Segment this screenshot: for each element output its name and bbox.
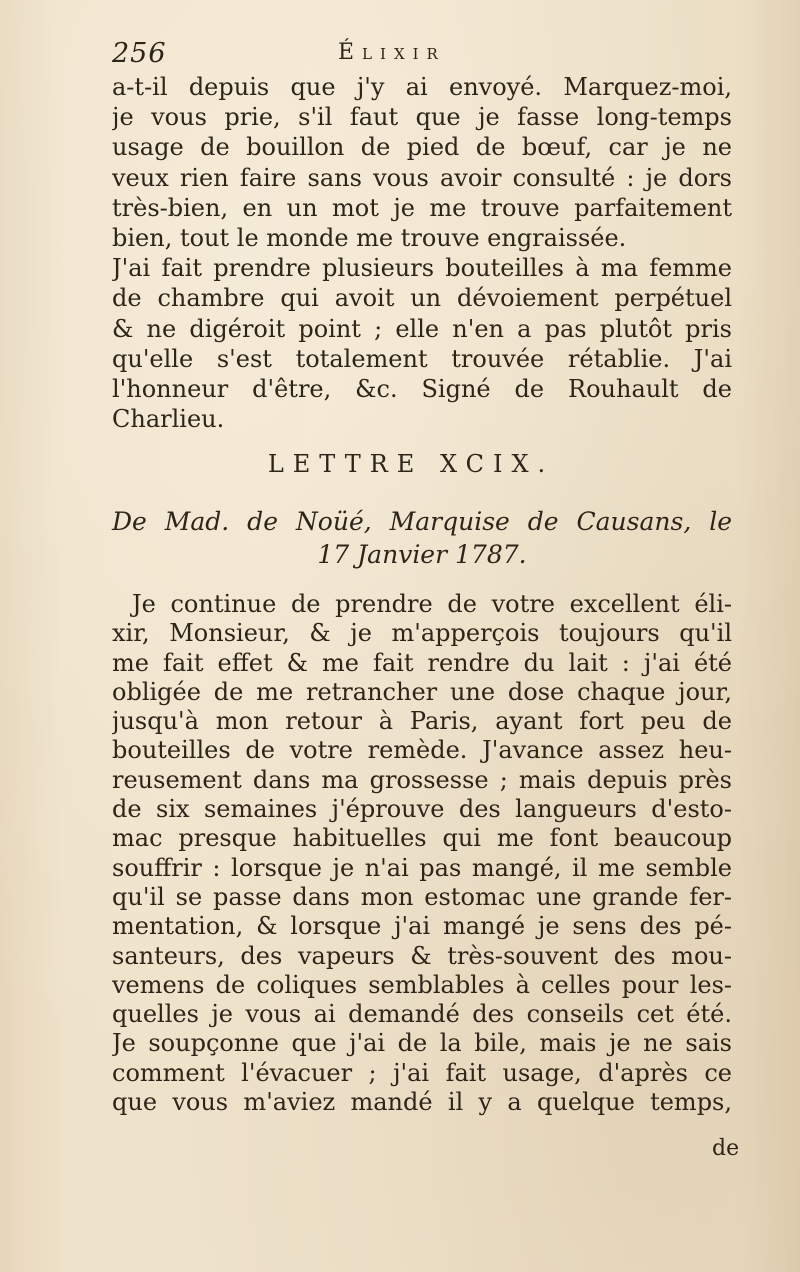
text-line: vemens de coliques semblables à celles pour les- [112, 970, 732, 999]
letter-addressee [112, 505, 732, 571]
text-line: de chambre qui avoit un dévoiement perpétuel [112, 284, 732, 313]
text-line: J'ai fait prendre plusieurs bouteilles à ma femme [112, 254, 732, 283]
text-line: souffrir : lorsque je n'ai pas mangé, il me semble [112, 853, 732, 882]
text-line: & ne digéroit point ; elle n'en a pas plutôt pris [112, 314, 732, 343]
text-line: mentation, & lorsque j'ai mangé je sens des pé- [112, 912, 732, 941]
text-line: santeurs, des vapeurs & très-souvent des mou- [112, 941, 732, 970]
catchword: de [712, 1136, 740, 1161]
text-line: xir, Monsieur, & je m'apperçois toujours qu'il [112, 619, 732, 648]
text-line: que vous m'aviez mandé il y a quelque temps, [112, 1088, 732, 1117]
letter-heading: LETTRE XCIX. [267, 450, 555, 478]
letter-body [112, 590, 732, 1117]
addressee-line: De Mad. de Noüé, Marquise de Causans, le [112, 507, 732, 536]
text-line: usage de bouillon de pied de bœuf, car je ne [112, 133, 732, 162]
text-line: comment l'évacuer ; j'ai fait usage, d'après ce [112, 1058, 732, 1087]
addressee-date-line: 17 Janvier 1787. [317, 540, 527, 569]
text-line: mac presque habituelles qui me font beaucoup [112, 824, 732, 853]
text-line: qu'elle s'est totalement trouvée rétablie. J'ai [112, 344, 732, 373]
text-line: je vous prie, s'il faut que je fasse long-temps [112, 103, 732, 132]
text-line: me fait effet & me fait rendre du lait : j'ai été [112, 648, 732, 677]
text-line: bien, tout le monde me trouve engraissée. [112, 223, 627, 252]
text-line: de six semaines j'éprouve des langueurs d'esto- [112, 795, 732, 824]
text-line: jusqu'à mon retour à Paris, ayant fort peu de [112, 707, 732, 736]
text-line: veux rien faire sans vous avoir consulté : je dors [112, 163, 732, 192]
text-line: reusement dans ma grossesse ; mais depuis près [112, 765, 732, 794]
text-line: Charlieu. [112, 405, 225, 434]
text-line: bouteilles de votre remède. J'avance assez heu- [112, 736, 732, 765]
text-line: obligée de me retrancher une dose chaque jour, [112, 677, 732, 706]
text-line: Je soupçonne que j'ai de la bile, mais je ne sais [112, 1029, 732, 1058]
running-title: Élixir [338, 40, 446, 65]
text-line: quelles je vous ai demandé des conseils cet été. [112, 1000, 732, 1029]
text-line: Je continue de prendre de votre excellent éli- [132, 590, 732, 618]
page-number: 256 [112, 38, 167, 69]
text-line: a-t-il depuis que j'y ai envoyé. Marquez-moi, [112, 73, 732, 101]
text-line: l'honneur d'être, &c. Signé de Rouhault de [112, 374, 732, 403]
text-line: très-bien, en un mot je me trouve parfaitement [112, 193, 732, 222]
preceding-letter-text [112, 72, 732, 434]
text-line: qu'il se passe dans mon estomac une grande fer- [112, 882, 732, 911]
